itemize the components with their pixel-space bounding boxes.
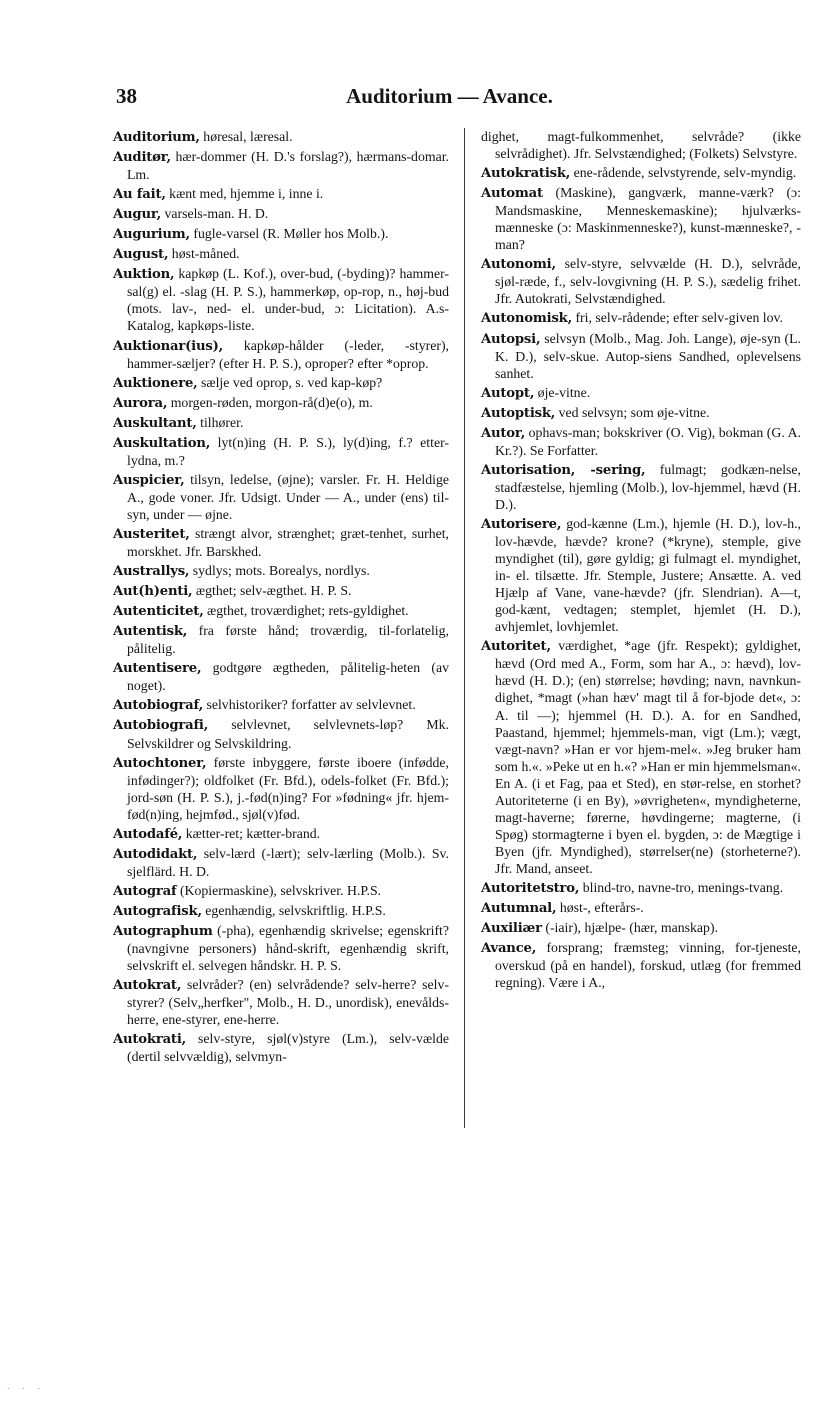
entry-definition: værdighet, *age (jfr. Respekt); gyldighet, hævd (Ord med A., Form, som har A., ɔ: hævd), lov-hævd (H. D.); (en) størrelse; høvding; navn, navnkun-dighet, *magt (»han hæv' magt til å for-bjode det«, ɔ: A. til —); hjemmel (H. D.). A. for en Sandhed, Paastand, hjemmel; hjemmels-man, vigt (Lm.); vægt, vægt-navn? »Han er vor hjem-mel«. »Jeg bruker ham som h.«. »Peke ut en h.«? »Han er min hjemmelsman«. En A. (i et Fag, paa et Sted), en stør-relse, en storhet? Autoriteterne (i en By), »øvrigheten«, myndigheterne, magt-haverne; førerne, høvdingerne; magterne, (i Spøg) stormagterne i byen el. bygden, ɔ: de Mægtige i Byen (jfr. Myndighed), størrelser(ne) (storheterne?). Jfr. Mand, anseet. — [495, 638, 801, 876]
dictionary-entry — [481, 939, 801, 991]
dictionary-entry — [113, 976, 449, 1028]
dictionary-entry — [113, 582, 449, 600]
entry-headword: Autobiografi, — [113, 718, 209, 734]
dictionary-entry — [481, 330, 801, 382]
dictionary-entry — [113, 922, 449, 974]
dictionary-entry — [481, 164, 801, 182]
dictionary-entry — [481, 461, 801, 513]
entry-definition: kænt med, hjemme i, inne i. — [165, 186, 324, 202]
left-column — [113, 128, 449, 1067]
dictionary-entry — [481, 404, 801, 422]
entry-headword: Auxiliær — [481, 921, 542, 937]
entry-definition: (-pha), egenhændig skrivelse; egenskrift? (navngivne personers) hånd-skrift, egenhændig skrift, selvskrift el. selvegen håndskr. H. P. S. — [127, 922, 449, 974]
dictionary-entry — [113, 434, 449, 469]
entry-definition: ægthet, troværdighet; rets-gyldighet. — [203, 603, 409, 619]
entry-headword: Autonomisk, — [481, 311, 573, 327]
dictionary-entry — [113, 659, 449, 694]
entry-definition: ophavs-man; bokskriver (O. Vig), bokman (G. A. Kr.?). Se Forfatter. — [495, 424, 801, 458]
entry-headword: Auspicier, — [113, 472, 185, 488]
entry-headword: Automat — [481, 186, 543, 202]
entry-headword: Auskultation, — [113, 435, 211, 451]
entry-definition: morgen-røden, morgon-rå(d)e(o), m. — [167, 394, 373, 410]
entry-headword: Autokrat, — [113, 978, 182, 994]
dictionary-entry — [113, 245, 449, 263]
entry-headword: Autor, — [481, 425, 526, 441]
entry-definition: tilhører. — [196, 414, 244, 430]
entry-headword: Autobiograf, — [113, 698, 204, 714]
entry-definition: første inbyggere, første iboere (infødde, infødinger?); oldfolket (Fr. Bfd.), odels-folket (Fr. Bfd.); jord-søn (H. P. S.), j.-fød(n)ing? For »fødning« jfr. hjem-fød(n)ing, hejmfød., sjøl(v)fød. — [127, 754, 449, 822]
dictionary-entry — [481, 128, 801, 162]
entry-definition: fra første hånd; troværdig, til-forlatelig, pålitelig. — [127, 623, 449, 657]
entry-definition: selv-styre, selvvælde (H. D.), selvråde, sjøl-ræde, f., selv-lovgivning (H. P. S.), sædelig frihet. Jfr. Autokrati, Selvstændighed. — [495, 256, 801, 307]
dictionary-entry — [113, 337, 449, 372]
entry-definition: kapkøp (L. Kof.), over-bud, (-byding)? hammer-sal(g) el. -slag (H. P. S.), hammerkøp, op-rop, n., høj-bud (mots. lav-, ned- el. under-bud, ɔ: Licitation). A.s-Katalog, kapkøps-liste. — [127, 266, 449, 334]
dictionary-entry — [113, 562, 449, 580]
entry-headword: Autoritetstro, — [481, 880, 580, 896]
entry-headword: Autografisk, — [113, 903, 202, 919]
entry-headword: Auditør, — [113, 150, 171, 166]
entry-definition: forsprang; fræmsteg; vinning, for-tjeneste, overskud (på en handel), forskud, utlæg (for fremmed regning). Være i A., — [495, 940, 801, 991]
entry-headword: Autograf — [113, 883, 177, 899]
scan-edge-marks: ˙ ˙ ˙ — [6, 1388, 46, 1398]
entry-definition: øje-vitne. — [534, 384, 591, 400]
page-number: 38 — [116, 84, 137, 108]
entry-definition: selvråder? (en) selvrådende? selv-herre? selv-styrer? (Selv„herfker", Molb., H. D., unordisk), enevålds-herre, ene-styrer, ene-herre. — [127, 977, 449, 1028]
dictionary-entry — [113, 882, 449, 900]
entry-definition: høst-, efterårs-. — [556, 900, 644, 916]
dictionary-entry — [481, 424, 801, 459]
entry-definition: selv-styre, sjøl(v)styre (Lm.), selv-vælde (dertil selvvældig), selvmyn- — [127, 1031, 449, 1065]
entry-headword: Auktion, — [113, 267, 175, 283]
dictionary-entry — [481, 384, 801, 402]
entry-headword: Autopsi, — [481, 331, 541, 347]
entry-headword: Autumnal, — [481, 901, 557, 917]
dictionary-entry — [113, 374, 449, 392]
dictionary-entry — [481, 309, 801, 327]
entry-definition: (Kopiermaskine), selvskriver. H.P.S. — [176, 882, 382, 898]
entry-definition: fugle-varsel (R. Møller hos Molb.). — [189, 226, 389, 242]
dictionary-entry — [113, 205, 449, 223]
entry-headword: Auktionere, — [113, 375, 198, 391]
entry-headword: Autochtoner, — [113, 755, 207, 771]
entry-headword: Autopt, — [481, 385, 535, 401]
entry-headword: Autonomi, — [481, 257, 556, 273]
entry-headword: Autodafé, — [113, 826, 183, 842]
dictionary-entry — [113, 902, 449, 920]
entry-definition: selv-lærd (-lært); selv-lærling (Molb.). Sv. sjelflärd. H. D. — [127, 845, 449, 879]
entry-headword: Autentisk, — [113, 624, 188, 640]
entry-definition: lyt(n)ing (H. P. S.), ly(d)ing, f.? etter-lydna, m.? — [127, 434, 449, 468]
entry-definition: tilsyn, ledelse, (øjne); varsler. Fr. H. Heldige A., gode voner. Jfr. Udsigt. Under — A., under (ens) til-syn, under — øjne. — [127, 471, 449, 522]
entry-headword: Autorisere, — [481, 516, 562, 532]
running-title: Auditorium — Avance. — [346, 84, 553, 108]
entry-headword: Autographum — [113, 923, 213, 939]
entry-headword: Autorisation, -sering, — [481, 462, 646, 478]
dictionary-entry — [113, 696, 449, 714]
entry-headword: Auktionar(ius), — [113, 338, 224, 354]
dictionary-entry — [481, 515, 801, 635]
entry-definition: sælje ved oprop, s. ved kap-køp? — [197, 374, 383, 390]
entry-definition: (Maskine), gangværk, manne-værk? (ɔ: Mandsmaskine, Menneskemaskine); hjulværks-mænneske (ɔ: Maskinmenneske?), kunst-mænneske?, -man? — [495, 185, 801, 253]
entry-headword: Aut(h)enti, — [113, 584, 193, 600]
entry-definition: kapkøp-hålder (-leder, -styrer), hammer-sæljer? (efter H. P. S.), oproper? efter *oprop. — [127, 337, 449, 371]
entry-headword: Autokratisk, — [481, 166, 571, 182]
entry-headword: Auditorium, — [113, 130, 200, 145]
entry-definition: fulmagt; godkæn-nelse, stadfæstelse, hjemling (Molb.), lov-hjemmel, hævd (H. D.). — [495, 461, 801, 512]
entry-headword: Aurora, — [113, 395, 168, 411]
dictionary-entry — [113, 471, 449, 523]
page-header — [112, 84, 717, 112]
entry-headword: Augurium, — [113, 227, 190, 243]
dictionary-entry — [481, 919, 801, 937]
entry-definition: hær-dommer (H. D.'s forslag?), hærmans-domar. Lm. — [127, 149, 449, 183]
entry-headword: August, — [113, 247, 169, 263]
entry-definition: selvhistoriker? forfatter av selvlevnet. — [203, 697, 416, 713]
dictionary-entry — [113, 225, 449, 243]
entry-headword: Avance, — [481, 941, 537, 957]
dictionary-entry — [113, 602, 449, 620]
dictionary-entry — [113, 128, 449, 146]
dictionary-entry — [481, 255, 801, 307]
entry-definition: strængt alvor, strænghet; græt-tenhet, surhet, morskhet. Jfr. Barskhed. — [127, 525, 449, 560]
entry-definition: ved selvsyn; som øje-vitne. — [555, 404, 710, 420]
dictionary-entry — [481, 879, 801, 897]
entry-definition: (-iair), hjælpe- (hær, manskap). — [541, 920, 718, 936]
dictionary-entry — [113, 148, 449, 183]
dictionary-entry — [113, 525, 449, 560]
entry-definition: høst-måned. — [168, 246, 240, 262]
entry-definition: kætter-ret; kætter-brand. — [182, 825, 321, 841]
entry-headword: Austeritet, — [113, 526, 190, 542]
entry-headword: Autokrati, — [113, 1032, 187, 1048]
entry-definition: godtgøre ægtheden, pålitelig-heten (av noget). — [127, 660, 449, 694]
entry-headword: Australlys, — [113, 564, 190, 580]
entry-definition: egenhændig, selvskriftlig. H.P.S. — [201, 902, 386, 918]
entry-headword: Autoritet, — [481, 639, 551, 655]
entry-definition: dighet, magt-fulkommenhet, selvråde? (ikke selvrådighet). Jfr. Selvstændighed; (Folkets) Selvstyre. — [481, 129, 801, 162]
dictionary-entry — [481, 184, 801, 253]
entry-definition: fri, selv-rådende; efter selv-given lov. — [572, 310, 783, 326]
dictionary-entry — [113, 716, 449, 751]
entry-definition: god-kænne (Lm.), hjemle (H. D.), lov-h., lov-hævde, hævde? krone? (*kryne), stemple, give myndighet (til), gøre gyldig; gi fulmagt el. myndighet, in- el. tilsætte. Jfr. Stemple, Justere; Ansætte. A. ved Hjælp af Vane, vane-hævde? (jfr. Slendrian). A—t, god-kænt, vedtagen; stemplet, hjemlet (H. D.), avhjemlet, lovhjemlet. — [495, 515, 801, 635]
dictionary-entry — [113, 414, 449, 432]
entry-headword: Autenticitet, — [113, 604, 204, 620]
column-divider — [464, 128, 465, 1128]
entry-headword: Auskultant, — [113, 415, 197, 431]
entry-definition: sydlys; mots. Borealys, nordlys. — [189, 563, 370, 579]
dictionary-entry — [113, 622, 449, 657]
entry-definition: varsels-man. H. D. — [161, 206, 269, 222]
dictionary-entry — [113, 845, 449, 880]
dictionary-entry — [481, 637, 801, 877]
dictionary-entry — [113, 394, 449, 412]
entry-definition: selvlevnet, selvlevnets-løp? Mk. Selvskildrer og Selvskildring. — [127, 717, 449, 751]
entry-headword: Augur, — [113, 207, 162, 223]
entry-definition: blind-tro, navne-tro, menings-tvang. — [579, 879, 784, 895]
entry-definition: selvsyn (Molb., Mag. Joh. Lange), øje-syn (L. K. D.), selv-skue. Autop-siens Sandhed, oplevelsens sanhet. — [495, 330, 801, 381]
entry-definition: ægthet; selv-ægthet. H. P. S. — [192, 583, 352, 599]
entry-headword: Autodidakt, — [113, 846, 198, 862]
entry-definition: høresal, læresal. — [199, 129, 293, 144]
entry-definition: ene-rådende, selvstyrende, selv-myndig. — [570, 165, 797, 181]
right-column — [481, 128, 801, 993]
entry-headword: Autentisere, — [113, 661, 202, 677]
dictionary-entry — [113, 754, 449, 823]
dictionary-entry — [113, 265, 449, 334]
dictionary-entry — [113, 825, 449, 843]
dictionary-entry — [481, 899, 801, 917]
entry-headword: Autoptisk, — [481, 405, 556, 421]
entry-headword: Au fait, — [113, 187, 166, 203]
dictionary-entry — [113, 185, 449, 203]
dictionary-entry — [113, 1030, 449, 1065]
